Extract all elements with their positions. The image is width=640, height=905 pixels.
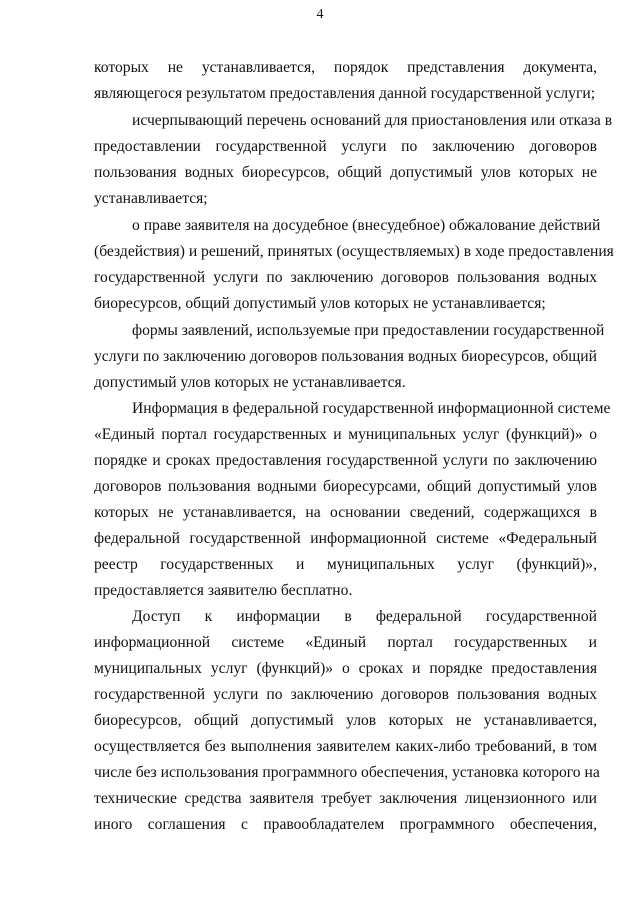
text-line: порядке и сроках предоставления государственной услуги по заключению xyxy=(94,452,597,469)
text-line: биоресурсов, общий допустимый улов которых не устанавливается; xyxy=(94,295,546,312)
text-line: осуществляется без выполнения заявителем каких-либо требований, в том xyxy=(94,738,597,755)
text-line: Доступ к информации в федеральной государственной xyxy=(132,608,597,625)
text-line: договоров пользования водными биоресурсами, общий допустимый улов xyxy=(94,478,597,495)
text-line: муниципальных услуг (функций)» о сроках и порядке предоставления xyxy=(94,660,597,677)
text-line: услуги по заключению договоров пользования водных биоресурсов, общий xyxy=(94,348,597,365)
text-line: технические средства заявителя требует заключения лицензионного или xyxy=(94,790,597,807)
text-line: исчерпывающий перечень оснований для приостановления или отказа в xyxy=(132,112,613,129)
text-line: о праве заявителя на досудебное (внесудебное) обжалование действий xyxy=(132,217,601,234)
text-line: числе без использования программного обеспечения, установка которого на xyxy=(94,764,600,781)
text-line: формы заявлений, используемые при предоставлении государственной xyxy=(132,322,605,339)
text-line: допустимый улов которых не устанавливается. xyxy=(94,374,406,391)
text-line: устанавливается; xyxy=(94,190,208,207)
text-line: реестр государственных и муниципальных услуг (функций)», xyxy=(94,556,597,573)
text-line: предоставлении государственной услуги по заключению договоров xyxy=(94,138,597,155)
text-line: федеральной государственной информационной системе «Федеральный xyxy=(94,530,597,547)
text-line: биоресурсов, общий допустимый улов которых не устанавливается, xyxy=(94,712,597,729)
text-line: являющегося результатом предоставления данной государственной услуги; xyxy=(94,85,596,102)
text-line: (бездействия) и решений, принятых (осуществляемых) в ходе предоставления xyxy=(94,243,614,260)
text-line: Информация в федеральной государственной информационной системе xyxy=(132,400,611,417)
text-line: пользования водных биоресурсов, общий допустимый улов которых не xyxy=(94,164,597,181)
text-line: государственной услуги по заключению договоров пользования водных xyxy=(94,686,597,703)
page-number: 4 xyxy=(316,7,324,22)
text-line: государственной услуги по заключению договоров пользования водных xyxy=(94,269,597,286)
text-line: «Единый портал государственных и муниципальных услуг (функций)» о xyxy=(94,426,597,443)
text-line: которых не устанавливается, порядок представления документа, xyxy=(94,59,597,76)
text-line: которых не устанавливается, на основании сведений, содержащихся в xyxy=(94,504,597,521)
text-line: иного соглашения с правообладателем программного обеспечения, xyxy=(94,816,597,833)
text-line: предоставляется заявителю бесплатно. xyxy=(94,582,353,599)
text-line: информационной системе «Единый портал государственных и xyxy=(94,634,597,651)
